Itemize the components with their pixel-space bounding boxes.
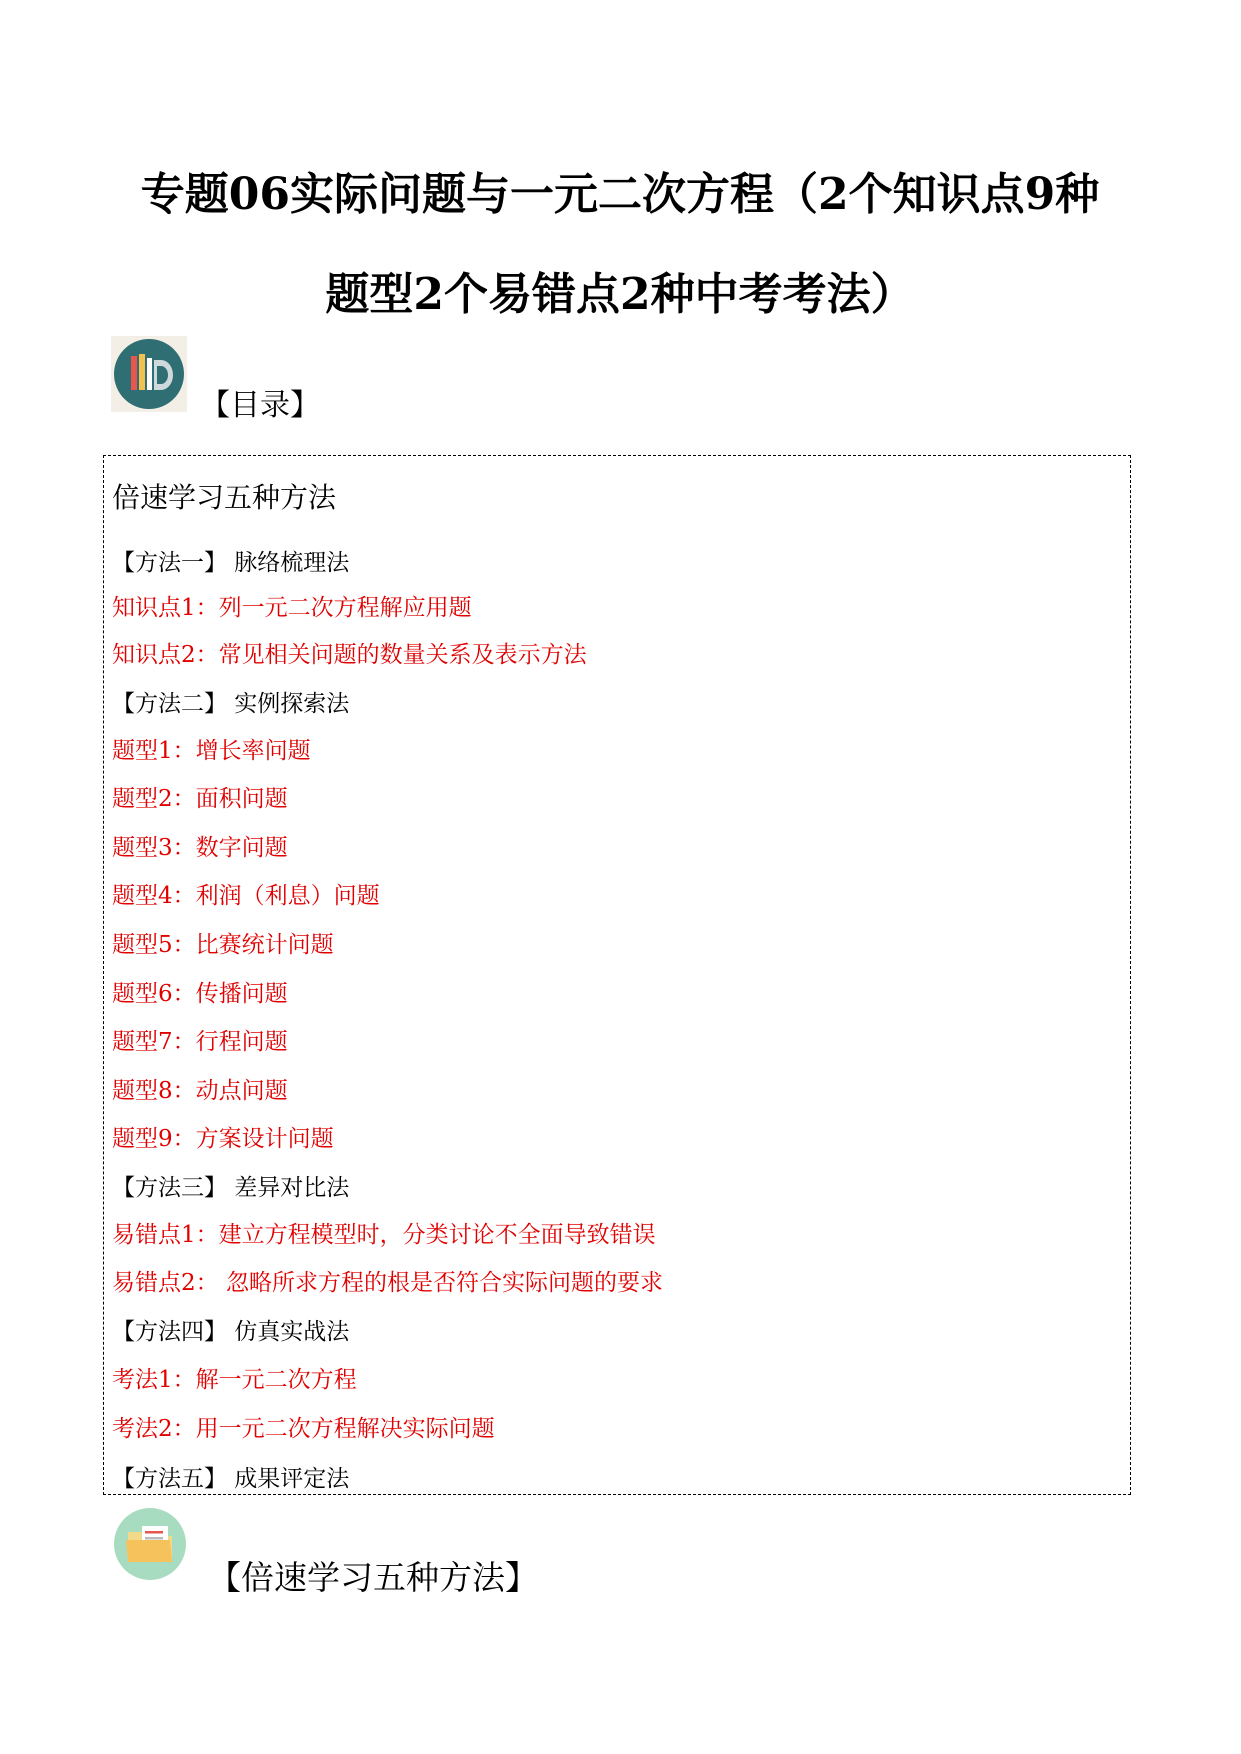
page-title-line2: 题型2个易错点2种中考考法）	[325, 269, 915, 320]
toc-entry: 题型6：传播问题	[112, 981, 288, 1007]
toc-entry: 易错点2： 忽略所求方程的根是否符合实际问题的要求	[112, 1270, 663, 1296]
page-title-line1: 专题06实际问题与一元二次方程（2个知识点9种	[140, 169, 1100, 220]
toc-entry: 知识点2：常见相关问题的数量关系及表示方法	[112, 642, 587, 668]
toc-entry: 题型9：方案设计问题	[112, 1126, 334, 1152]
toc-method-heading: 【方法三】 差异对比法	[112, 1175, 350, 1201]
toc-entry: 题型5：比赛统计问题	[112, 932, 334, 958]
toc-entry: 题型8：动点问题	[112, 1078, 288, 1104]
toc-entry: 考法2：用一元二次方程解决实际问题	[112, 1416, 495, 1442]
folder-document-icon	[112, 1506, 188, 1582]
toc-method-heading: 【方法五】 成果评定法	[112, 1466, 350, 1492]
toc-entry: 题型1：增长率问题	[112, 738, 311, 764]
toc-entry: 易错点1：建立方程模型时，分类讨论不全面导致错误	[112, 1222, 656, 1248]
toc-heading: 【目录】	[200, 388, 320, 423]
toc-entry: 题型3：数字问题	[112, 835, 288, 861]
toc-method-heading: 【方法一】 脉络梳理法	[112, 550, 350, 576]
books-ruler-icon	[111, 336, 187, 412]
toc-entry: 考法1：解一元二次方程	[112, 1367, 357, 1393]
section-heading: 【倍速学习五种方法】	[208, 1558, 538, 1597]
toc-entry: 知识点1：列一元二次方程解应用题	[112, 595, 472, 621]
toc-entry: 题型2：面积问题	[112, 786, 288, 812]
toc-entry: 题型4：利润（利息）问题	[112, 883, 380, 909]
toc-box-title: 倍速学习五种方法	[112, 481, 337, 514]
toc-method-heading: 【方法二】 实例探索法	[112, 691, 350, 717]
toc-method-heading: 【方法四】 仿真实战法	[112, 1319, 350, 1345]
toc-entry: 题型7：行程问题	[112, 1029, 288, 1055]
